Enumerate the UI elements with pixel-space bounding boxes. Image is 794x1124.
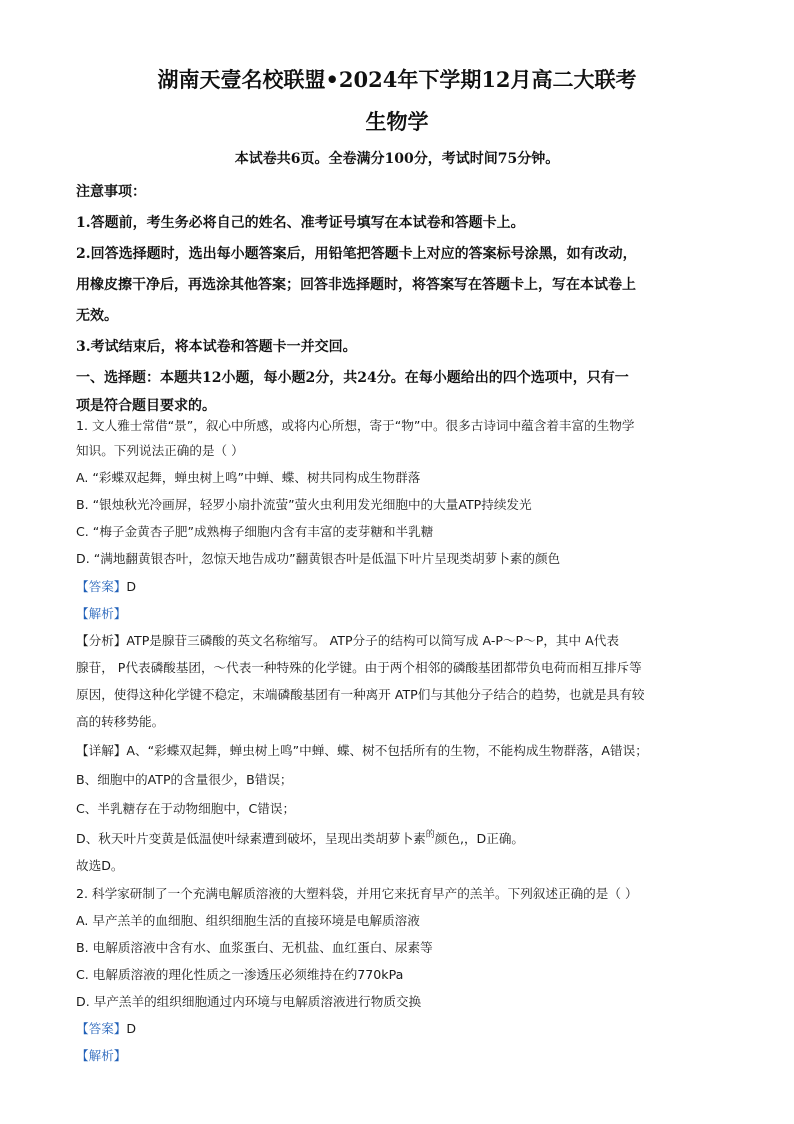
q1-fenxi-line-1 [76,631,726,651]
q1-stem-line-1: 1. 文人雅士常借“景”，叙心中所感，或将内心所想，寄于“物”中。很多古诗词中蕴含着丰富的生物学 [76,418,635,433]
analysis-tag: 【解析】 [76,606,127,621]
notice-heading: 注意事项： [76,184,146,200]
q1-answer: D [126,579,137,594]
answer-tag: 【答案】 [76,579,127,594]
q2-stem: 2. 科学家研制了一个充满电解质溶液的大塑料袋，并用它来抚育早产的羔羊。下列叙述正确的是（ ） [76,886,638,901]
q1-option-d: D. “满地翻黄银杏叶，忽惊天地告成功”翻黄银杏叶是低温下叶片呈现类胡萝卜素的颜色 [76,551,561,566]
q1-xiangjie-d [76,829,726,851]
q2-option-d: D. 早产羔羊的组织细胞通过内环境与电解质溶液进行物质交换 [76,994,422,1009]
q1-fenxi-line-3: 原因，使得这种化学键不稳定，末端磷酸基团有一种离开 ATP们与其他分子结合的趋势，也就是具有较 [76,687,645,702]
section-heading-line-2: 项是符合题目要求的。 [76,398,216,414]
notice-item-2-line-1: 2.回答选择题时，选出每小题答案后，用铅笔把答题卡上对应的答案标号涂黑，如有改动， [76,246,637,262]
q1-option-b: B. “银烛秋光冷画屏，轻罗小扇扑流萤”萤火虫利用发光细胞中的大量ATP持续发光 [76,497,532,512]
notice-item-2-line-3: 无效。 [76,308,118,324]
subject-title: 生物学 [365,109,429,134]
q2-analysis-line [76,1046,726,1066]
q1-option-a: A. “彩蝶双起舞，蝉虫树上鸣”中蝉、蝶、树共同构成生物群落 [76,470,421,485]
q1-xiangjie-b: B、细胞中的ATP的含量很少，B错误； [76,772,293,787]
q1-fenxi-line-4: 高的转移势能。 [76,714,165,729]
q1-stem-line-2: 知识。下列说法正确的是（ ） [76,443,244,458]
section-heading-line-1: 一、选择题：本题共12小题，每小题2分，共24分。在每小题给出的四个选项中，只有一 [76,370,629,386]
xiangjie-d-sup: 的 [425,830,435,840]
q2-analysis-tag: 【解析】 [76,1048,127,1063]
q1-answer-line [76,577,726,597]
exam-meta: 本试卷共6页。全卷满分100分，考试时间75分钟。 [234,151,560,167]
fenxi-tag: 【分析】 [76,633,127,648]
xiangjie-tag: 【详解】 [76,743,127,758]
q1-conclusion: 故选D。 [76,858,124,873]
xiangjie-d-post: 颜色,，D正确。 [434,831,525,846]
q2-answer: D [126,1021,137,1036]
exam-title: 湖南天壹名校联盟•2024年下学期12月高二大联考 [157,67,637,92]
q2-option-a: A. 早产羔羊的血细胞、组织细胞生活的直接环境是电解质溶液 [76,913,420,928]
notice-item-1: 1.答题前，考生务必将自己的姓名、准考证号填写在本试卷和答题卡上。 [76,215,525,231]
q1-fenxi-line-2: 腺苷， P代表磷酸基团，～代表一种特殊的化学键。由于两个相邻的磷酸基团都带负电荷而相互排斥等 [76,660,642,675]
q2-answer-line [76,1019,726,1039]
fenxi-text-1: ATP是腺苷三磷酸的英文名称缩写。 ATP分子的结构可以简写成 A-P～P～P，其中 A代表 [126,633,619,648]
q1-analysis-tag [76,604,726,624]
q2-option-c: C. 电解质溶液的理化性质之一渗透压必须维持在约770kPa [76,967,404,982]
q2-option-b: B. 电解质溶液中含有水、血浆蛋白、无机盐、血红蛋白、尿素等 [76,940,433,955]
xiangjie-d-pre: D、秋天叶片变黄是低温使叶绿素遭到破坏，呈现出类胡萝卜素 [76,831,426,846]
q1-option-c: C. “梅子金黄杏子肥”成熟梅子细胞内含有丰富的麦芽糖和半乳糖 [76,524,434,539]
q1-xiangjie-c: C、半乳糖存在于动物细胞中，C错误； [76,801,296,816]
notice-item-3: 3.考试结束后，将本试卷和答题卡一并交回。 [76,339,357,355]
q1-xiangjie-line-a [76,741,726,761]
q2-answer-tag: 【答案】 [76,1021,127,1036]
notice-item-2-line-2: 用橡皮擦干净后，再选涂其他答案；回答非选择题时，将答案写在答题卡上，写在本试卷上 [76,277,636,293]
xiangjie-a: A、“彩蝶双起舞，蝉虫树上鸣”中蝉、蝶、树不包括所有的生物，不能构成生物群落，A错误； [126,743,648,758]
